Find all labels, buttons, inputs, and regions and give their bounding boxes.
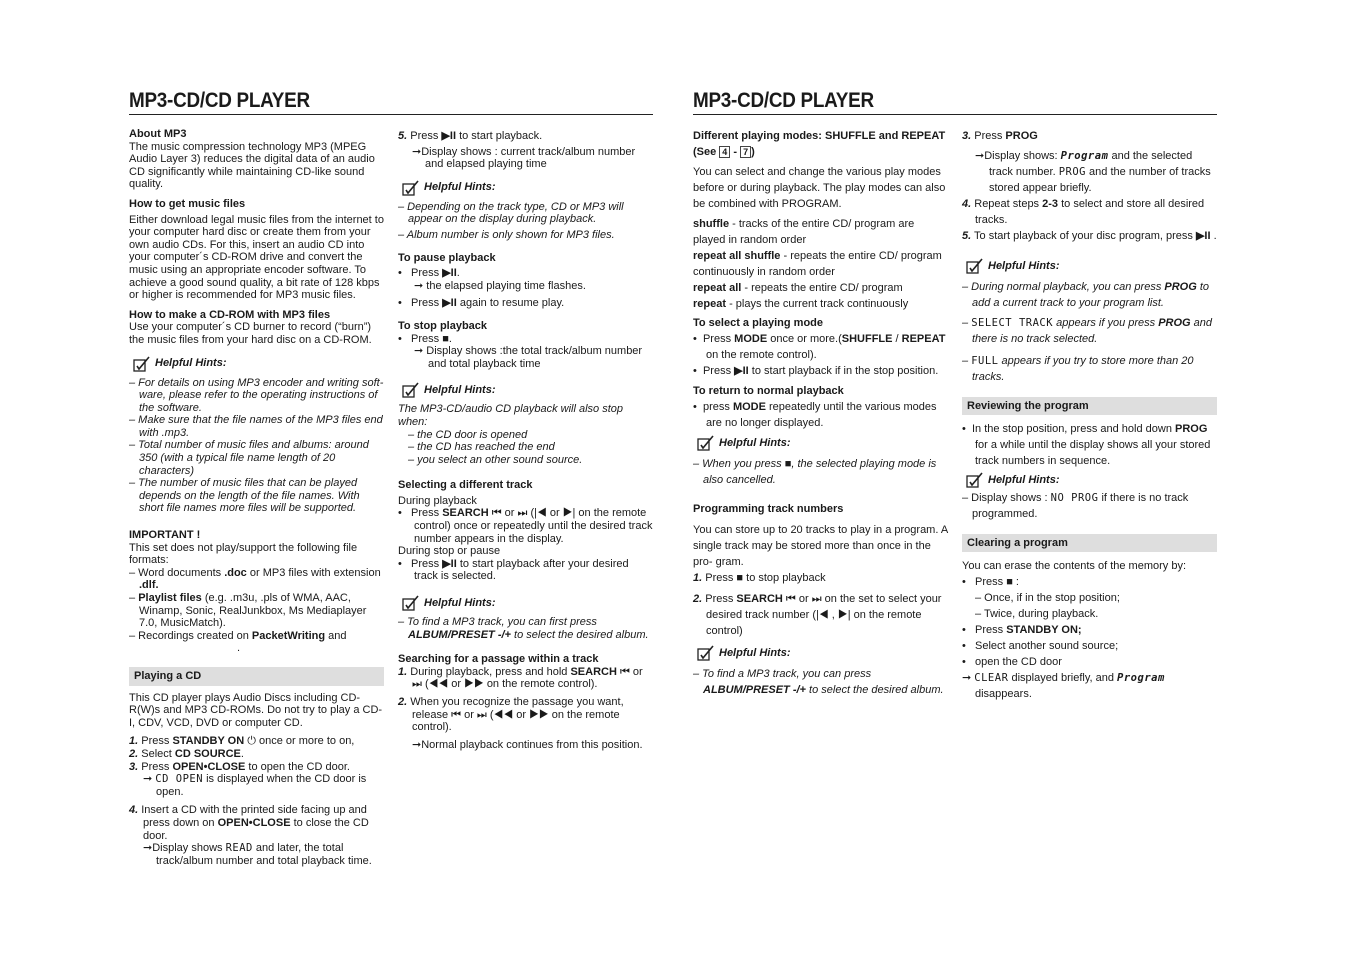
hint-item: – When you press ■, the selected playing mode is also cancelled. — [693, 458, 937, 486]
search-step-2-result: ➞Normal playback continues from this position. — [412, 738, 643, 751]
helpful-hints-label: Helpful Hints: — [398, 595, 653, 611]
arrow-right-icon: ➞ — [414, 345, 424, 358]
important-period: . — [237, 642, 241, 655]
clear-item-3: • Select another sound source; — [962, 640, 1119, 652]
left-column-1 — [129, 128, 384, 867]
arrow-right-icon: ➞ — [975, 150, 985, 162]
arrow-right-icon: ➞ — [412, 145, 422, 158]
play-pause-icon: ▶II — [442, 267, 457, 280]
select-track-text-2: During stop or pause — [398, 545, 501, 558]
make-cdrom-heading: How to make a CD-ROM with MP3 files — [129, 308, 331, 321]
select-track-text: During playback — [398, 494, 477, 507]
helpful-hints-label: Helpful Hints: — [129, 356, 384, 372]
modes-text: You can select and change the various play modes before or during playback. The play modes can also be combined with PROGRAM. — [693, 166, 946, 210]
play-pause-icon: ▶II — [442, 297, 457, 310]
mode-repeat-all-shuffle: repeat all shuffle - repeats the entire CD/ program continuously in random order — [693, 250, 942, 278]
hint-item: – Total number of music files and albums: around 350 (with a typical file name length of 20 characters) — [129, 439, 369, 477]
arrow-right-icon: ➞ — [412, 738, 422, 751]
arrow-right-icon: ➞ — [143, 773, 153, 786]
left-title-rule — [129, 114, 653, 115]
hint-item: – SELECT TRACK appears if you press PROG and there is no track selected. — [962, 317, 1213, 345]
helpful-hints-label: Helpful Hints: — [693, 435, 948, 451]
return-normal-item: • press MODE repeatedly until the various modes are no longer displayed. — [693, 401, 937, 429]
select-item-2: • Press ▶II to start playback after your desired track is selected. — [398, 557, 629, 583]
stop-heading: To stop playback — [398, 319, 488, 332]
left-page-title: MP3-CD/CD PLAYER — [129, 89, 310, 112]
program-step-1: 1. Press ■ to stop playback — [693, 572, 826, 584]
hint-item: – Depending on the track type, CD or MP3 will appear on the display during playback. — [398, 200, 624, 226]
select-item-1: • Press SEARCH ⏮ or ⏭ (|◀ or ▶| on the remote control) once or repeatedly until the desired track number appears in the display. — [398, 507, 653, 545]
clear-item-1a: – Once, if in the stop position; — [975, 592, 1120, 604]
important-text: This set does not play/support the following file formats: — [129, 541, 358, 567]
clearing-text: You can erase the contents of the memory by: — [962, 560, 1187, 572]
stop-item-1: • Press ■. — [398, 332, 452, 345]
clear-item-1b: – Twice, during playback. — [975, 608, 1099, 620]
hint-item: – Make sure that the file names of the MP3 files end with .mp3. — [129, 414, 383, 439]
search-step-2: 2. When you recognize the passage you want, release ⏮ or ⏭ (◀◀ or ▶▶ on the remote control). — [398, 696, 624, 734]
play-pause-icon: ▶II — [734, 365, 749, 377]
hint-item: – The number of music files that can be played depends on the length of the file names. With short file names more files will be supported. — [129, 477, 360, 515]
step-5-result: ➞Display shows : current track/album number and elapsed playing time — [412, 145, 636, 171]
hint-item: – To find a MP3 track, you can first press ALBUM/PRESET -/+ to select the desired album. — [398, 616, 649, 641]
helpful-hints-label: Helpful Hints: — [962, 472, 1217, 488]
hint-intro: The MP3-CD/audio CD playback will also stop when: — [398, 403, 623, 428]
right-column-1 — [693, 128, 948, 698]
arrow-right-icon: ➞ — [143, 842, 153, 855]
reviewing-item: • In the stop position, press and hold down PROG for a while until the display shows all your stored track numbers in sequence. — [962, 423, 1211, 467]
important-heading: IMPORTANT ! — [129, 529, 201, 542]
note-pencil-icon — [697, 435, 715, 451]
right-page-title: MP3-CD/CD PLAYER — [693, 89, 874, 112]
stop-item-1-result: ➞ Display shows :the total track/album number and total playback time — [414, 345, 643, 370]
playing-cd-text: This CD player plays Audio Discs including CD-R(W)s and MP3 CD-ROMs. Do not try to play a CD-I, CDV, VCD, DVD or computer CD. — [129, 691, 383, 729]
right-title-rule — [693, 114, 1217, 115]
program-step-5: 5. To start playback of your disc program, press ▶II . — [962, 230, 1217, 242]
note-pencil-icon — [402, 595, 420, 611]
step-2: 2. Select CD SOURCE. — [129, 747, 244, 760]
important-item: – Word documents .doc or MP3 files with extension .dlf. — [129, 566, 381, 592]
step-4: 4. Insert a CD with the printed side facing up and press down on OPEN•CLOSE to close the CD door. — [129, 804, 369, 842]
programming-text: You can store up to 20 tracks to play in a program. A single track may be stored more than once in the pro- gram. — [693, 524, 948, 568]
left-column-2 — [398, 128, 653, 751]
mode-shuffle: shuffle - tracks of the entire CD/ program are played in random order — [693, 218, 915, 246]
mode-repeat: repeat - plays the current track continuously — [693, 298, 909, 310]
play-pause-icon: ▶II — [1195, 230, 1211, 242]
clear-item-1: • Press ■ : — [962, 576, 1019, 588]
step-3: 3. Press OPEN•CLOSE to open the CD door. — [129, 760, 350, 773]
select-mode-heading: To select a playing mode — [693, 317, 823, 329]
pause-item-1: • Press ▶II. — [398, 267, 460, 280]
modes-heading: Different playing modes: SHUFFLE and REPEAT (See 4 - 7 ) — [693, 130, 946, 158]
search-step-1: 1. During playback, press and hold SEARCH ⏮ or ⏭ (◀◀ or ▶▶ on the remote control). — [398, 665, 643, 691]
hint-item: – you select an other sound source. — [408, 453, 583, 466]
step-3-result: ➞ CD OPEN is displayed when the CD door is open. — [143, 773, 367, 798]
pause-item-1-result: ➞ the elapsed playing time flashes. — [414, 279, 586, 292]
hint-item: – During normal playback, you can press PROG to add a current track to your program list. — [962, 281, 1210, 309]
hint-item: – Album number is only shown for MP3 files. — [398, 228, 615, 241]
program-step-3: 3. Press PROG — [962, 130, 1038, 142]
right-column-2 — [962, 128, 1217, 702]
helpful-hints-label: Helpful Hints: — [962, 258, 1217, 274]
programming-heading: Programming track numbers — [693, 503, 844, 515]
select-mode-item-1: • Press MODE once or more.(SHUFFLE / REPEAT on the remote control). — [693, 333, 946, 361]
note-pencil-icon — [402, 180, 420, 196]
note-pencil-icon — [966, 258, 984, 274]
stop-icon: ■ — [736, 572, 744, 584]
helpful-hints-label: Helpful Hints: — [693, 645, 948, 661]
program-step-3-result: ➞Display shows: Program and the selected track number. PROG and the number of tracks stored appear briefly. — [975, 150, 1211, 194]
return-normal-heading: To return to normal playback — [693, 385, 844, 397]
step-4-result: ➞Display shows READ and later, the total track/album number and total playback time. — [143, 842, 372, 867]
note-pencil-icon — [697, 645, 715, 661]
reviewing-heading: Reviewing the program — [962, 397, 1217, 415]
clearing-heading: Clearing a program — [962, 534, 1217, 552]
search-passage-heading: Searching for a passage within a track — [398, 653, 599, 666]
clear-item-4: • open the CD door — [962, 656, 1062, 668]
arrow-right-icon: ➞ — [962, 672, 972, 684]
about-mp3-text: The music compression technology MP3 (MPEG Audio Layer 3) reduces the digital data of an audio CD significantly while maintaining CD-like sound quality. — [129, 140, 375, 191]
power-icon: ⏻ — [247, 735, 256, 748]
step-5: 5. Press ▶II to start playback. — [398, 130, 543, 142]
important-item: – Recordings created on PacketWriting and — [129, 629, 347, 642]
get-music-text: Either download legal music files from the internet to your computer hard disc or create them from your own audio CDs. For this, insert an audio CD into your computer´s CD-ROM drive and convert the music using an appropriate encoder software. To achieve a good sound quality, a bit rate of 128 kbps or higher is recommended for MP3 music files. — [129, 213, 384, 302]
mode-repeat-all: repeat all - repeats the entire CD/ program — [693, 282, 903, 294]
select-mode-item-2: • Press ▶II to start playback if in the stop position. — [693, 365, 939, 377]
note-pencil-icon — [133, 356, 151, 372]
helpful-hints-label: Helpful Hints: — [398, 382, 653, 398]
select-track-heading: Selecting a different track — [398, 479, 533, 492]
program-step-4: 4. Repeat steps 2-3 to select and store all desired tracks. — [962, 198, 1205, 226]
play-pause-icon: ▶II — [442, 557, 457, 570]
make-cdrom-text: Use your computer´s CD burner to record (“burn”) the music files from your hard disc on a CD-ROM. — [129, 321, 372, 346]
important-item: – Playlist files (e.g. .m3u, .pls of WMA, AAC, Winamp, Sonic, RealJunkbox, Ms Mediaplayer 7.0, MusicMatch). — [129, 592, 367, 630]
clear-item-2: • Press STANDBY ON; — [962, 624, 1082, 636]
get-music-heading: How to get music files — [129, 197, 246, 210]
hint-item: – Display shows : NO PROG if there is no track programmed. — [962, 492, 1189, 520]
step-1: 1. Press STANDBY ON ⏻ once or more to on, — [129, 735, 355, 748]
about-mp3-heading: About MP3 — [129, 128, 187, 140]
playing-cd-heading: Playing a CD — [129, 667, 384, 686]
hint-item: – the CD door is opened — [408, 428, 528, 441]
hint-item: – To find a MP3 track, you can press ALBUM/PRESET -/+ to select the desired album. — [693, 668, 944, 696]
pause-item-2: • Press ▶II again to resume play. — [398, 297, 565, 310]
hint-item: – For details on using MP3 encoder and writing soft- ware, please refer to the operating instructions of the software. — [129, 376, 384, 414]
stop-icon: ■ — [784, 458, 792, 470]
hint-item: – the CD has reached the end — [408, 441, 555, 454]
arrow-right-icon: ➞ — [414, 279, 424, 292]
stop-icon: ■ — [1006, 576, 1013, 588]
play-pause-icon: ▶II — [441, 130, 457, 142]
hint-item: – FULL appears if you try to store more than 20 tracks. — [962, 355, 1194, 383]
helpful-hints-label: Helpful Hints: — [398, 180, 653, 196]
clear-item-5: ➞ CLEAR displayed briefly, and Program disappears. — [962, 672, 1165, 700]
note-pencil-icon — [402, 382, 420, 398]
stop-icon: ■ — [442, 332, 449, 345]
pause-heading: To pause playback — [398, 251, 496, 264]
program-step-2: 2. Press SEARCH ⏮ or ⏭ on the set to select your desired track number (|◀ , ▶| on the remote control) — [693, 593, 942, 637]
note-pencil-icon — [966, 472, 984, 488]
